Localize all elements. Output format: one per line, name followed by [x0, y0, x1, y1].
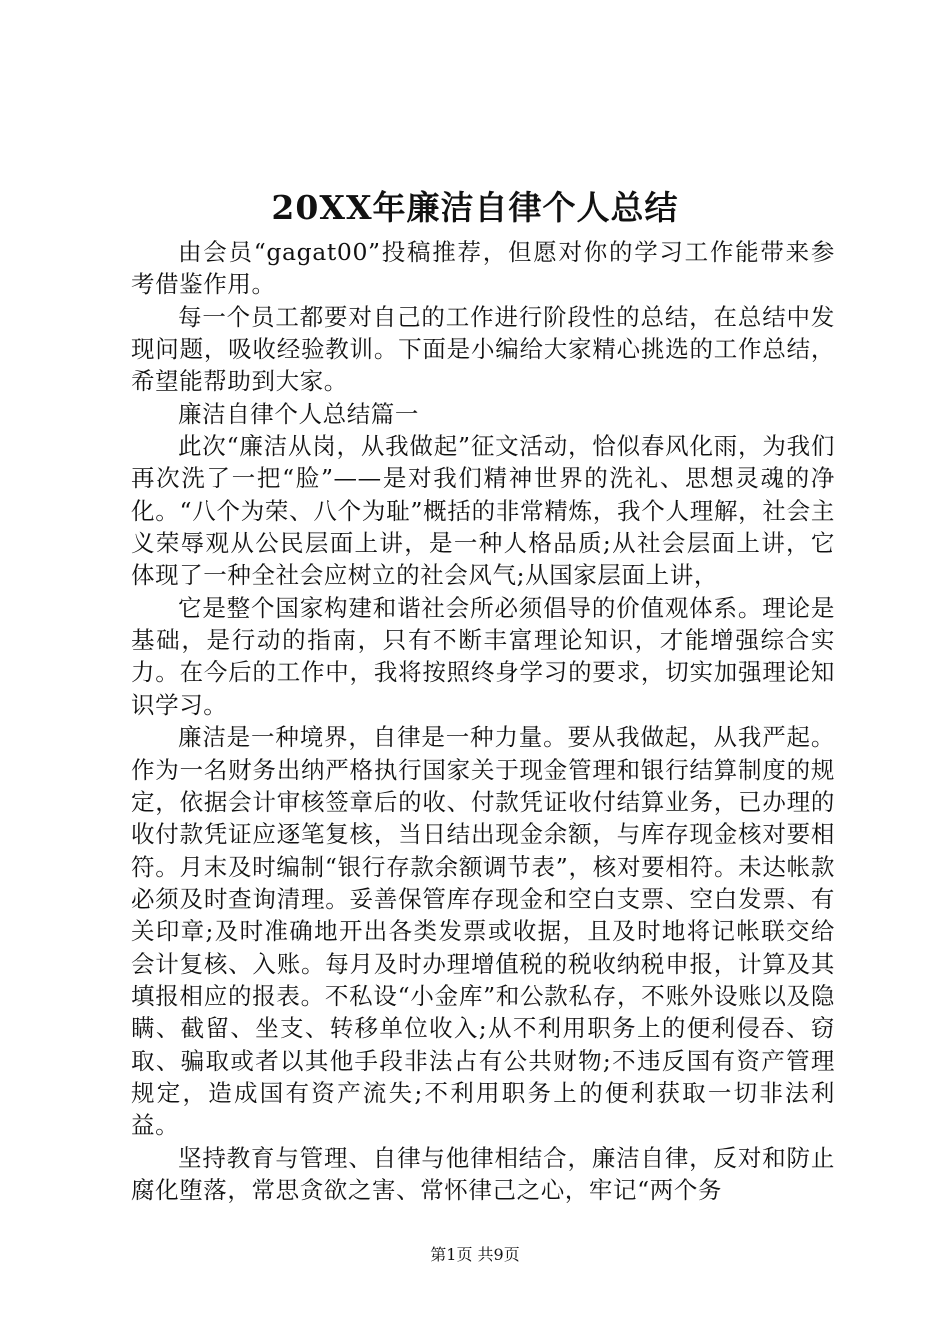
document-title: 20XX年廉洁自律个人总结	[271, 188, 679, 227]
paragraph-body: 此次“廉洁从岗，从我做起”征文活动，恰似春风化雨，为我们再次洗了一把“脸”——是对我们精神世界的洗礼、思想灵魂的净化。“八个为荣、八个为耻”概括的非常精炼，我个人理解，社会主义荣辱观从公民层面上讲，是一种人格品质;从社会层面上讲，它体现了一种全社会应树立的社会风气;从国家层面上讲，	[131, 432, 835, 590]
paragraph-intro: 由会员“gagat00”投稿推荐，但愿对你的学习工作能带来参考借鉴作用。	[131, 238, 835, 299]
document-body	[131, 236, 835, 1206]
paragraph-body: 坚持教育与管理、自律与他律相结合，廉洁自律，反对和防止腐化堕落，常思贪欲之害、常怀律己之心，牢记“两个务	[131, 1143, 835, 1204]
paragraph-body: 它是整个国家构建和谐社会所必须倡导的价值观体系。理论是基础，是行动的指南，只有不断丰富理论知识，才能增强综合实力。在今后的工作中，我将按照终身学习的要求，切实加强理论知识学习。	[131, 593, 835, 719]
paragraph-preface: 每一个员工都要对自己的工作进行阶段性的总结，在总结中发现问题，吸收经验教训。下面是小编给大家精心挑选的工作总结，希望能帮助到大家。	[131, 302, 835, 396]
page-footer: 第1页 共9页	[430, 1245, 520, 1264]
paragraph-body: 廉洁是一种境界，自律是一种力量。要从我做起，从我严起。作为一名财务出纳严格执行国家关于现金管理和银行结算制度的规定，依据会计审核签章后的收、付款凭证收付结算业务，已办理的收付款凭证应逐笔复核，当日结出现金余额，与库存现金核对要相符。月末及时编制“银行存款余额调节表”，核对要相符。未达帐款必须及时查询清理。妥善保管库存现金和空白支票、空白发票、有关印章;及时准确地开出各类发票或收据，且及时地将记帐联交给会计复核、入账。每月及时办理增值税的税收纳税申报，计算及其填报相应的报表。不私设“小金库”和公款私存，不账外设账以及隐瞒、截留、坐支、转移单位收入;从不利用职务上的便利侵吞、窃取、骗取或者以其他手段非法占有公共财物;不违反国有资产管理规定，造成国有资产流失;不利用职务上的便利获取一切非法利益。	[131, 723, 835, 1140]
section-heading: 廉洁自律个人总结篇一	[178, 399, 419, 428]
